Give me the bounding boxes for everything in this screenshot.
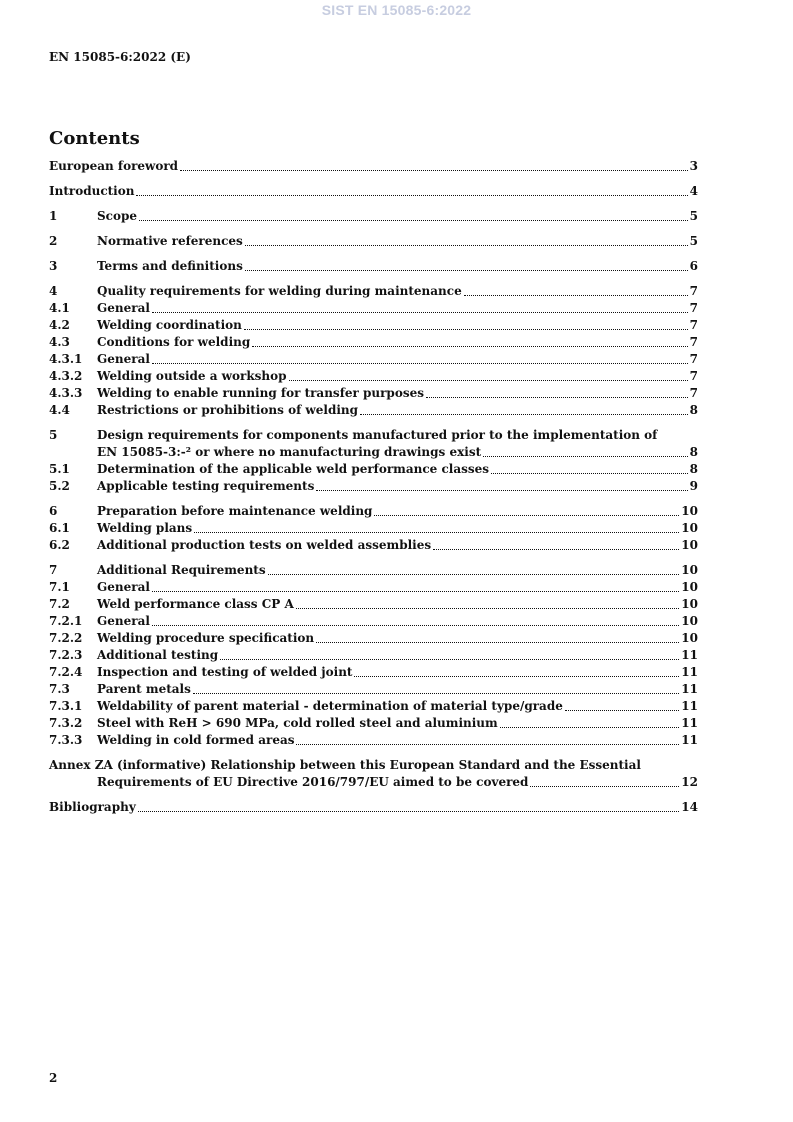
toc-title: Parent metals xyxy=(97,682,191,696)
toc-number: 7.2 xyxy=(49,597,70,611)
toc-page: 5 xyxy=(689,234,698,248)
toc-title-line1: Design requirements for components manufactured prior to the implementation of xyxy=(97,428,658,442)
toc-title: General xyxy=(97,352,150,366)
toc-title: Conditions for welding xyxy=(97,335,251,349)
toc-number: 7.3.3 xyxy=(49,733,83,747)
toc-page: 10 xyxy=(681,504,698,518)
toc-page: 10 xyxy=(681,597,698,611)
toc-title: Welding to enable running for transfer purposes xyxy=(97,386,424,400)
toc-entry-7-1[interactable] xyxy=(49,579,698,596)
toc-number: 5.2 xyxy=(49,479,70,493)
toc-title: Determination of the applicable weld performance classes xyxy=(97,462,490,476)
toc-number: 7.2.4 xyxy=(49,665,83,679)
page-number: 2 xyxy=(49,1071,58,1085)
toc-entry-annex-za[interactable] xyxy=(49,757,698,791)
toc-page: 3 xyxy=(689,159,698,173)
leader-dots xyxy=(152,590,679,592)
toc-entry-6-2[interactable] xyxy=(49,537,698,554)
toc-number: 6 xyxy=(49,504,58,518)
leader-dots xyxy=(180,169,688,171)
watermark: SIST EN 15085-6:2022 xyxy=(321,2,472,18)
toc-entry-3[interactable] xyxy=(49,258,698,275)
toc-title: General xyxy=(97,301,150,315)
toc-page: 7 xyxy=(689,301,698,315)
toc-number: 7.2.2 xyxy=(49,631,83,645)
toc-title: Welding in cold formed areas xyxy=(97,733,295,747)
toc-entry-4-2[interactable] xyxy=(49,317,698,334)
leader-dots xyxy=(138,810,680,812)
toc-number: 5.1 xyxy=(49,462,70,476)
leader-dots xyxy=(152,624,679,626)
leader-dots xyxy=(193,692,679,694)
toc-entry-4-1[interactable] xyxy=(49,300,698,317)
leader-dots xyxy=(136,194,687,196)
toc-title: Normative references xyxy=(97,234,243,248)
toc-entry-4-4[interactable] xyxy=(49,402,698,419)
toc-entry-7-3-3[interactable] xyxy=(49,732,698,749)
toc-page: 8 xyxy=(689,462,698,476)
leader-dots xyxy=(252,345,687,347)
toc-number: 7.3.2 xyxy=(49,716,83,730)
leader-dots xyxy=(464,294,688,296)
toc-title: Terms and definitions xyxy=(97,259,243,273)
toc-title: Restrictions or prohibitions of welding xyxy=(97,403,359,417)
leader-dots xyxy=(565,709,679,711)
toc-page: 11 xyxy=(681,682,698,696)
toc-number: 7.2.3 xyxy=(49,648,83,662)
toc-title: Introduction xyxy=(49,184,135,198)
toc-entry-6[interactable] xyxy=(49,503,698,520)
toc-page: 8 xyxy=(689,445,698,459)
toc-title: Additional production tests on welded assemblies xyxy=(97,538,432,552)
toc-entry-4-3-3[interactable] xyxy=(49,385,698,402)
leader-dots xyxy=(194,531,679,533)
toc-number: 2 xyxy=(49,234,58,248)
toc-title: Weldability of parent material - determination of material type/grade xyxy=(97,699,563,713)
toc-title-line1: Annex ZA (informative) Relationship between this European Standard and the Essential xyxy=(49,758,641,772)
toc-number: 5 xyxy=(49,428,58,442)
toc-page: 12 xyxy=(681,775,698,789)
toc-page: 10 xyxy=(681,631,698,645)
toc-title: Welding outside a workshop xyxy=(97,369,287,383)
toc-title: Inspection and testing of welded joint xyxy=(97,665,353,679)
toc-entry-7-3-2[interactable] xyxy=(49,715,698,732)
leader-dots xyxy=(316,641,679,643)
toc-number: 4.1 xyxy=(49,301,70,315)
toc-title: Welding coordination xyxy=(97,318,242,332)
leader-dots xyxy=(289,379,688,381)
toc-title: General xyxy=(97,580,150,594)
toc-number: 4.3.2 xyxy=(49,369,83,383)
toc-page: 7 xyxy=(689,335,698,349)
toc-entry-7-2-1[interactable] xyxy=(49,613,698,630)
leader-dots xyxy=(360,413,688,415)
toc-entry-7-2[interactable] xyxy=(49,596,698,613)
toc-entry-7-2-4[interactable] xyxy=(49,664,698,681)
toc-number: 4.2 xyxy=(49,318,70,332)
toc-number: 7.2.1 xyxy=(49,614,83,628)
toc-page: 11 xyxy=(681,648,698,662)
leader-dots xyxy=(152,362,688,364)
toc-page: 14 xyxy=(681,800,698,814)
leader-dots xyxy=(268,573,680,575)
toc-page: 7 xyxy=(689,369,698,383)
contents-title: Contents xyxy=(49,128,140,149)
toc-number: 6.1 xyxy=(49,521,70,535)
toc-page: 4 xyxy=(689,184,698,198)
toc-page: 10 xyxy=(681,580,698,594)
toc-entry-4-3-2[interactable] xyxy=(49,368,698,385)
toc-title: Welding plans xyxy=(97,521,193,535)
toc-entry-7-2-2[interactable] xyxy=(49,630,698,647)
toc-entry-4-3[interactable] xyxy=(49,334,698,351)
table-of-contents xyxy=(49,158,698,816)
toc-entry-introduction[interactable] xyxy=(49,183,698,200)
toc-title: Applicable testing requirements xyxy=(97,479,315,493)
toc-title-line2: Requirements of EU Directive 2016/797/EU aimed to be covered xyxy=(97,775,529,789)
toc-title-line2: EN 15085-3:-² or where no manufacturing drawings exist xyxy=(97,445,482,459)
leader-dots xyxy=(316,489,687,491)
toc-number: 7.1 xyxy=(49,580,70,594)
toc-entry-7[interactable] xyxy=(49,562,698,579)
toc-number: 7 xyxy=(49,563,58,577)
toc-entry-foreword[interactable] xyxy=(49,158,698,175)
leader-dots xyxy=(500,726,680,728)
leader-dots xyxy=(433,548,679,550)
toc-title: Additional Requirements xyxy=(97,563,266,577)
toc-page: 9 xyxy=(689,479,698,493)
toc-entry-6-1[interactable] xyxy=(49,520,698,537)
document-id: EN 15085-6:2022 (E) xyxy=(49,50,191,64)
leader-dots xyxy=(354,675,679,677)
toc-entry-7-2-3[interactable] xyxy=(49,647,698,664)
toc-page: 10 xyxy=(681,614,698,628)
toc-title: Additional testing xyxy=(97,648,219,662)
toc-page: 6 xyxy=(689,259,698,273)
leader-dots xyxy=(483,455,688,457)
toc-entry-5[interactable] xyxy=(49,427,698,461)
leader-dots xyxy=(152,311,688,313)
toc-page: 7 xyxy=(689,386,698,400)
toc-number: 7.3 xyxy=(49,682,70,696)
toc-page: 8 xyxy=(689,403,698,417)
toc-entry-4[interactable] xyxy=(49,283,698,300)
toc-page: 7 xyxy=(689,318,698,332)
toc-title: Bibliography xyxy=(49,800,136,814)
toc-number: 4.3.1 xyxy=(49,352,83,366)
toc-title: European foreword xyxy=(49,159,179,173)
leader-dots xyxy=(244,328,688,330)
toc-entry-1[interactable] xyxy=(49,208,698,225)
leader-dots xyxy=(530,785,679,787)
toc-title: Steel with ReH > 690 MPa, cold rolled steel and aluminium xyxy=(97,716,498,730)
toc-number: 4 xyxy=(49,284,58,298)
toc-entry-bibliography[interactable] xyxy=(49,799,698,816)
leader-dots xyxy=(139,219,688,221)
toc-number: 4.3 xyxy=(49,335,70,349)
leader-dots xyxy=(220,658,679,660)
leader-dots xyxy=(296,743,679,745)
toc-number: 1 xyxy=(49,209,58,223)
toc-page: 11 xyxy=(681,699,698,713)
toc-page: 11 xyxy=(681,733,698,747)
toc-entry-5-1[interactable] xyxy=(49,461,698,478)
leader-dots xyxy=(296,607,679,609)
leader-dots xyxy=(245,269,688,271)
toc-title: Scope xyxy=(97,209,138,223)
toc-page: 11 xyxy=(681,665,698,679)
toc-page: 11 xyxy=(681,716,698,730)
toc-entry-2[interactable] xyxy=(49,233,698,250)
toc-page: 5 xyxy=(689,209,698,223)
leader-dots xyxy=(426,396,688,398)
toc-page: 10 xyxy=(681,563,698,577)
leader-dots xyxy=(245,244,688,246)
toc-page: 7 xyxy=(689,284,698,298)
toc-page: 10 xyxy=(681,538,698,552)
toc-entry-7-3[interactable] xyxy=(49,681,698,698)
leader-dots xyxy=(491,472,688,474)
toc-number: 3 xyxy=(49,259,58,273)
toc-entry-7-3-1[interactable] xyxy=(49,698,698,715)
toc-page: 10 xyxy=(681,521,698,535)
toc-entry-5-2[interactable] xyxy=(49,478,698,495)
leader-dots xyxy=(374,514,679,516)
toc-title: Weld performance class CP A xyxy=(97,597,294,611)
toc-number: 4.4 xyxy=(49,403,70,417)
toc-title: Quality requirements for welding during maintenance xyxy=(97,284,462,298)
toc-entry-4-3-1[interactable] xyxy=(49,351,698,368)
toc-title: Preparation before maintenance welding xyxy=(97,504,373,518)
toc-number: 6.2 xyxy=(49,538,70,552)
toc-title: General xyxy=(97,614,150,628)
toc-page: 7 xyxy=(689,352,698,366)
toc-title: Welding procedure specification xyxy=(97,631,315,645)
toc-number: 4.3.3 xyxy=(49,386,83,400)
toc-number: 7.3.1 xyxy=(49,699,83,713)
